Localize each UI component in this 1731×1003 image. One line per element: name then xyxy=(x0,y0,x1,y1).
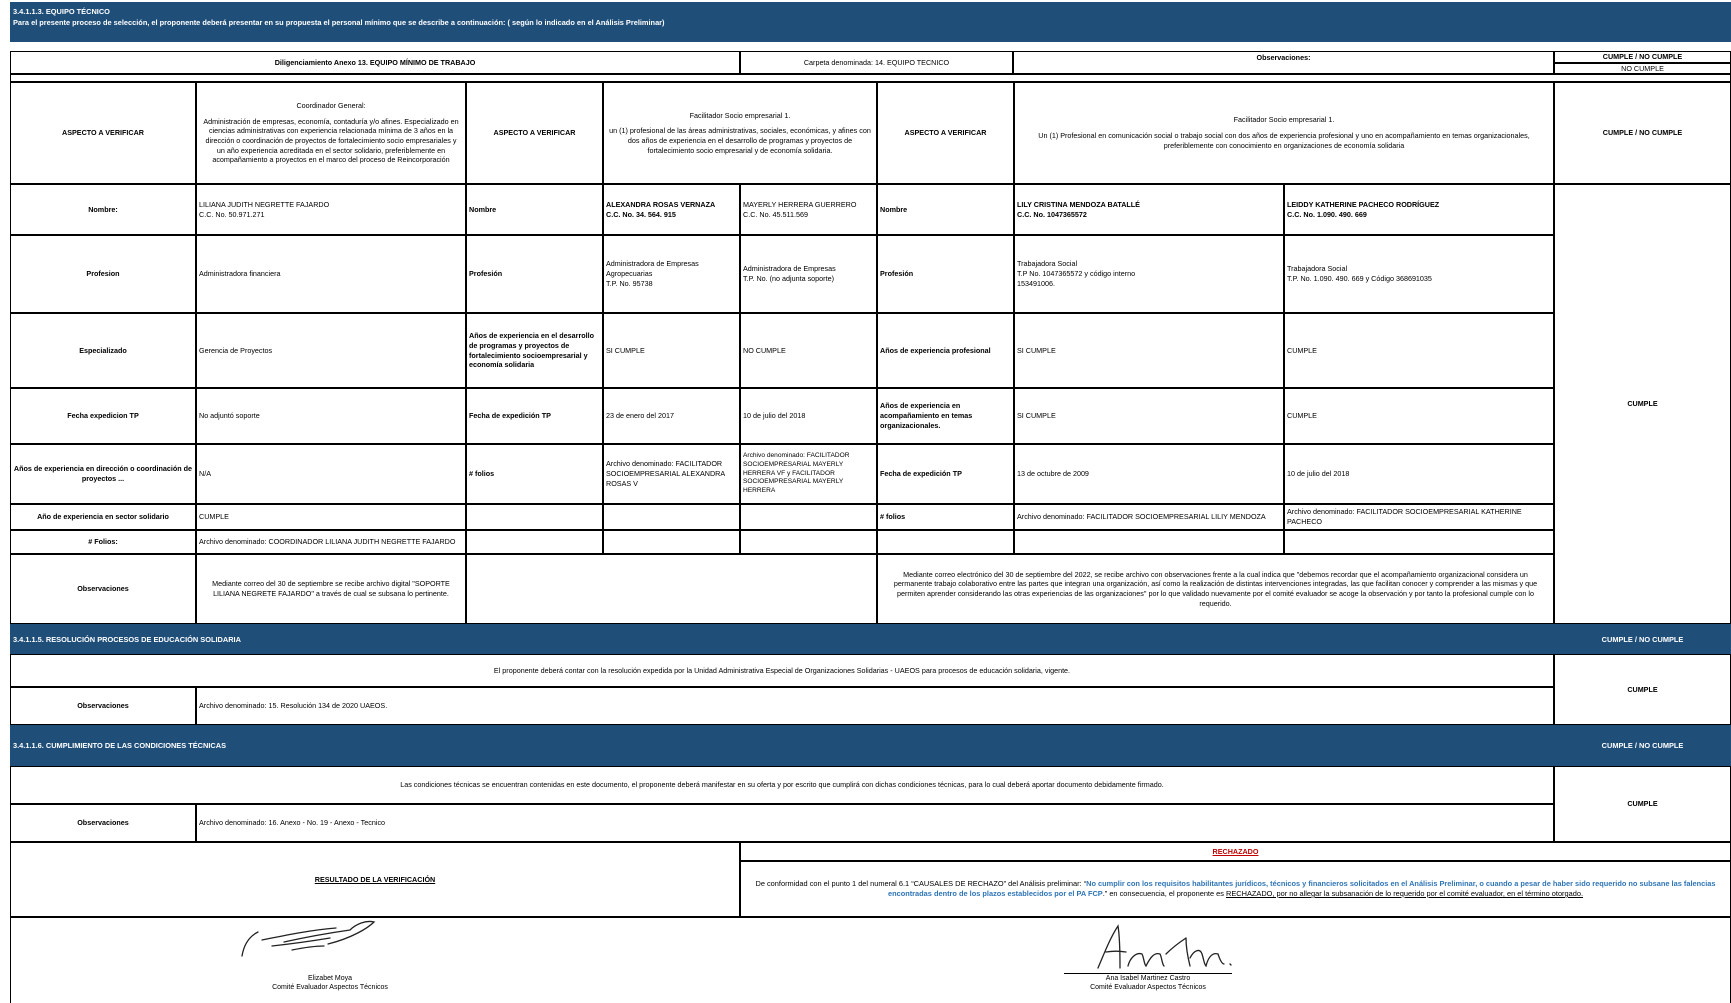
signature-1-role: Comité Evaluador Aspectos Técnicos xyxy=(272,984,388,992)
f1b-folios: Archivo denominado: FACILITADOR SOCIOEMPRESARIAL MAYERLY HERRERA VF y FACILITADOR SOCIOEMPRESARIAL MAYERLY HERRERA xyxy=(740,444,877,504)
f2b-fecha: 10 de julio del 2018 xyxy=(1284,444,1554,504)
f2a-name: LILY CRISTINA MENDOZA BATALLÉ xyxy=(1017,199,1140,209)
empty-cell xyxy=(1014,530,1284,554)
result-text-2: .” en consecuencia, el proponente es xyxy=(1102,889,1227,898)
facilitador1-desc: un (1) profesional de las áreas administrativas, sociales, económicas, y afines con dos años de experiencia en el desarrollo de programas y proyectos de fortalecimiento socio empresarial y de economía solidaria. xyxy=(609,126,871,155)
empty-cell xyxy=(1284,530,1554,554)
diligenciamiento-cell: Diligenciamiento Anexo 13. EQUIPO MÍNIMO DE TRABAJO xyxy=(10,51,740,74)
label-fecha-a: Fecha expedicion TP xyxy=(10,388,196,444)
carpeta-cell: Carpeta denominada: 14. EQUIPO TECNICO xyxy=(740,51,1013,74)
signature-2-role: Comité Evaluador Aspectos Técnicos xyxy=(1090,984,1206,992)
signature-1-name: Elizabet Moya xyxy=(308,975,352,982)
s6-requirement-text: Las condiciones técnicas se encuentran contenidas en este documento, el proponente deberá manifestar en su oferta y por escrito que cumplirá con dichas condiciones técnicas, para lo cual deberá aportar documento debidamente firmado. xyxy=(10,766,1554,804)
f1b-prof1: Administradora de Empresas xyxy=(743,264,836,274)
s5-observacion: Archivo denominado: 15. Resolución 134 de 2020 UAEOS. xyxy=(196,687,1554,725)
f2b-name-cell xyxy=(1284,184,1554,235)
coordinador-desc: Administración de empresas, economía, contaduría y/o afines. Especializado en ciencias administrativas con experiencia relacionada mínima de 3 años en la dirección o coordinación de proyectos de fortalecimiento socio empresariales y un año experiencia acreditada en el sector solidario, preferiblemente en acompañamiento a proyectos en el marco del proceso de Reincorporación xyxy=(203,116,459,165)
label-anios-dir-a: Años de experiencia en dirección o coordinación de proyectos ... xyxy=(10,444,196,504)
s6-cumple-label: CUMPLE / NO CUMPLE xyxy=(1554,725,1731,766)
empty-cell xyxy=(603,530,740,554)
f2a-profesion-cell xyxy=(1014,235,1284,313)
spacer-row xyxy=(10,74,1731,82)
f1b-fecha: 10 de julio del 2018 xyxy=(740,388,877,444)
empty-cell xyxy=(466,530,603,554)
top-cumple-value: NO CUMPLE xyxy=(1554,63,1731,74)
section-header-resolucion: 3.4.1.1.5. RESOLUCIÓN PROCESOS DE EDUCACIÓN SOLIDARIA xyxy=(10,624,1554,654)
label-folios-b: # folios xyxy=(466,444,603,504)
main-cumple-result: CUMPLE xyxy=(1554,184,1731,624)
facilitador2-title: Facilitador Socio empresarial 1. xyxy=(1233,115,1335,125)
f2b-folios: Archivo denominado: FACILITADOR SOCIOEMPRESARIAL KATHERINE PACHECO xyxy=(1284,504,1554,530)
f2a-anios-prof: SI CUMPLE xyxy=(1014,313,1284,388)
observaciones-top-cell: Observaciones: xyxy=(1013,51,1554,74)
coordinador-fecha-tp: No adjuntó soporte xyxy=(196,388,466,444)
result-status-cell xyxy=(740,842,1731,861)
label-anios-prof-c: Años de experiencia profesional xyxy=(877,313,1014,388)
s6-observaciones-label: Observaciones xyxy=(10,804,196,842)
coordinador-role-cell xyxy=(196,82,466,184)
f1a-prof2: Agropecuarias xyxy=(606,269,653,279)
label-anios-sol-a: Año de experiencia en sector solidario xyxy=(10,504,196,530)
label-anios-acomp-c: Años de experiencia en acompañamiento en temas organizacionales. xyxy=(877,388,1014,444)
f1b-cc: C.C. No. 45.511.569 xyxy=(743,209,808,219)
result-text xyxy=(745,879,1726,899)
facilitador1-title: Facilitador Socio empresarial 1. xyxy=(689,110,791,120)
f1a-cc: C.C. No. 34. 564. 915 xyxy=(606,209,676,219)
f1a-prof3: T.P. No. 95738 xyxy=(606,278,653,288)
coordinador-title: Coordinador General: xyxy=(296,100,366,110)
f1a-prof1: Administradora de Empresas xyxy=(606,259,699,269)
section-header-equipo-tecnico xyxy=(10,2,1731,42)
signature-elizabet-image xyxy=(232,916,392,966)
top-cumple-label: CUMPLE / NO CUMPLE xyxy=(1554,51,1731,63)
f1b-anios: NO CUMPLE xyxy=(740,313,877,388)
aspect-label-1: ASPECTO A VERIFICAR xyxy=(10,82,196,184)
f2b-anios-prof: CUMPLE xyxy=(1284,313,1554,388)
empty-cell xyxy=(603,504,740,530)
section-code: 3.4.1.1.3. EQUIPO TÉCNICO xyxy=(13,7,110,16)
label-nombre-b: Nombre xyxy=(466,184,603,235)
s5-cumple-label: CUMPLE / NO CUMPLE xyxy=(1554,624,1731,654)
facilitador2-role-cell xyxy=(1014,82,1554,184)
label-nombre-a: Nombre: xyxy=(10,184,196,235)
f2b-anios-acomp: CUMPLE xyxy=(1284,388,1554,444)
label-folios-a: # Folios: xyxy=(10,530,196,554)
f1a-name-cell xyxy=(603,184,740,235)
resultado-label-cell xyxy=(10,842,740,917)
label-fecha-b: Fecha de expedición TP xyxy=(466,388,603,444)
facilitador2-desc: Un (1) Profesional en comunicación social o trabajo social con dos años de experiencia profesional y uno en acompañamiento en temas organizacionales, preferiblemente con conocimiento en organizaciones de economía solidaria xyxy=(1038,131,1530,150)
f2b-cc: C.C. No. 1.090. 490. 669 xyxy=(1287,209,1367,219)
f1b-profesion-cell xyxy=(740,235,877,313)
aspect-label-2: ASPECTO A VERIFICAR xyxy=(466,82,603,184)
f1a-fecha: 23 de enero del 2017 xyxy=(603,388,740,444)
empty-cell xyxy=(466,504,603,530)
f2b-prof1: Trabajadora Social xyxy=(1287,264,1348,274)
result-text-cell xyxy=(740,861,1731,917)
label-nombre-c: Nombre xyxy=(877,184,1014,235)
aspect-label-3: ASPECTO A VERIFICAR xyxy=(877,82,1014,184)
coordinador-anios-sol: CUMPLE xyxy=(196,504,466,530)
coordinador-profesion: Administradora financiera xyxy=(196,235,466,313)
f1a-name: ALEXANDRA ROSAS VERNAZA xyxy=(606,199,716,209)
f2b-profesion-cell xyxy=(1284,235,1554,313)
f2a-fecha: 13 de octubre de 2009 xyxy=(1014,444,1284,504)
f1b-name-cell xyxy=(740,184,877,235)
coordinador-name: LILIANA JUDITH NEGRETTE FAJARDO xyxy=(199,199,330,209)
f2a-anios-acomp: SI CUMPLE xyxy=(1014,388,1284,444)
result-status: RECHAZADO xyxy=(1212,846,1259,856)
s5-requirement-text: El proponente deberá contar con la resolución expedida por la Unidad Administrativa Especial de Organizaciones Solidarias - UAEOS para procesos de educación solidaria, vigente. xyxy=(10,654,1554,687)
label-anios-b: Años de experiencia en el desarrollo de programas y proyectos de fortalecimiento socioempresarial y economía solidaria xyxy=(466,313,603,388)
section-subtitle: Para el presente proceso de selección, el proponente deberá presentar en su propuesta el personal mínimo que se describe a continuación: ( según lo indicado en el Análisis Preliminar) xyxy=(13,18,665,28)
coordinador-name-cell xyxy=(196,184,466,235)
label-fecha-c: Fecha de expedición TP xyxy=(877,444,1014,504)
f1b-prof2: T.P. No. (no adjunta soporte) xyxy=(743,274,834,283)
s5-observaciones-label: Observaciones xyxy=(10,687,196,725)
signature-ana-image xyxy=(1090,918,1240,974)
empty-cell xyxy=(740,504,877,530)
coordinador-cc: C.C. No. 50.971.271 xyxy=(199,209,265,219)
f2b-prof2: T.P. No. 1.090. 490. 669 y Código 368691035 xyxy=(1287,274,1432,283)
empty-cell xyxy=(877,530,1014,554)
signature-2-text xyxy=(1018,974,1278,993)
label-folios-c: # folios xyxy=(877,504,1014,530)
s6-observacion: Archivo denominado: 16. Anexo - No. 19 - Anexo - Tecnico xyxy=(196,804,1554,842)
f2a-prof3: 153491006. xyxy=(1017,278,1055,288)
signature-2-name: Ana Isabel Martinez Castro xyxy=(1105,975,1191,982)
label-especializado-a: Especializado xyxy=(10,313,196,388)
signature-1-text xyxy=(200,974,460,993)
f2b-name: LEIDDY KATHERINE PACHECO RODRÍGUEZ xyxy=(1287,199,1440,209)
facilitador1-observacion-empty xyxy=(466,554,877,624)
label-observaciones-a: Observaciones xyxy=(10,554,196,624)
f1a-profesion-cell xyxy=(603,235,740,313)
label-profesion-a: Profesion xyxy=(10,235,196,313)
facilitador2-observacion: Mediante correo electrónico del 30 de septiembre del 2022, se recibe archivo con observaciones frente a la cual indica que "debemos recordar que el acompañamiento organizacional considera un permanente trabajo colaborativo entre las partes que integran una organización, así como la realización de distintas intervenciones integradas, las que facilitan conocer y comprender a las mismas y que permiten aprender considerando las otras experiencias de las organizaciones" por lo que validado nuevamente por el comité evaluador se acoge la observación y por tanto la profesional cumple con lo requerido. xyxy=(877,554,1554,624)
f1a-anios: SI CUMPLE xyxy=(603,313,740,388)
coordinador-observacion: Mediante correo del 30 de septiembre se recibe archivo digital "SOPORTE LILIANA NEGRETE FAJARDO" a través de cual se subsana lo pertinente. xyxy=(196,554,466,624)
coordinador-folios: Archivo denominado: COORDINADOR LILIANA JUDITH NEGRETTE FAJARDO xyxy=(196,530,466,554)
roles-cumple-label: CUMPLE / NO CUMPLE xyxy=(1554,82,1731,184)
facilitador1-role-cell xyxy=(603,82,877,184)
empty-cell xyxy=(740,530,877,554)
s6-cumple-result: CUMPLE xyxy=(1554,766,1731,842)
f2a-prof1: Trabajadora Social xyxy=(1017,259,1078,269)
label-profesion-c: Profesión xyxy=(877,235,1014,313)
resultado-label: RESULTADO DE LA VERIFICACIÓN xyxy=(314,874,436,884)
coordinador-especializado: Gerencia de Proyectos xyxy=(196,313,466,388)
section-header-condiciones: 3.4.1.1.6. CUMPLIMIENTO DE LAS CONDICIONES TÉCNICAS xyxy=(10,725,1554,766)
s5-cumple-result: CUMPLE xyxy=(1554,654,1731,725)
f2a-name-cell xyxy=(1014,184,1284,235)
coordinador-anios-dir: N/A xyxy=(196,444,466,504)
result-bold: RECHAZADO, por no allegar la subsanación de lo requerido por el comité evaluador, en el término otorgado. xyxy=(1226,889,1584,898)
result-quote: No cumplir con los requisitos habilitantes jurídicos, técnicos y financieros solicitados en el Análisis Preliminar, o cuando a pesar de haber sido requerido no subsane las falencias encontradas dentro de los plazos establecidos por el PA FCP xyxy=(887,879,1716,898)
label-profesion-b: Profesión xyxy=(466,235,603,313)
f2a-prof2: T.P No. 1047365572 y código interno xyxy=(1017,269,1136,279)
result-text-1: De conformidad con el punto 1 del numeral 6.1 “CAUSALES DE RECHAZO” del Análisis preliminar: “ xyxy=(755,879,1087,889)
f2a-folios: Archivo denominado: FACILITADOR SOCIOEMPRESARIAL LILIY MENDOZA xyxy=(1014,504,1284,530)
f1a-folios: Archivo denominado: FACILITADOR SOCIOEMPRESARIAL ALEXANDRA ROSAS V xyxy=(603,444,740,504)
f1b-name: MAYERLY HERRERA GUERRERO xyxy=(743,199,857,209)
f2a-cc: C.C. No. 1047365572 xyxy=(1017,209,1087,219)
